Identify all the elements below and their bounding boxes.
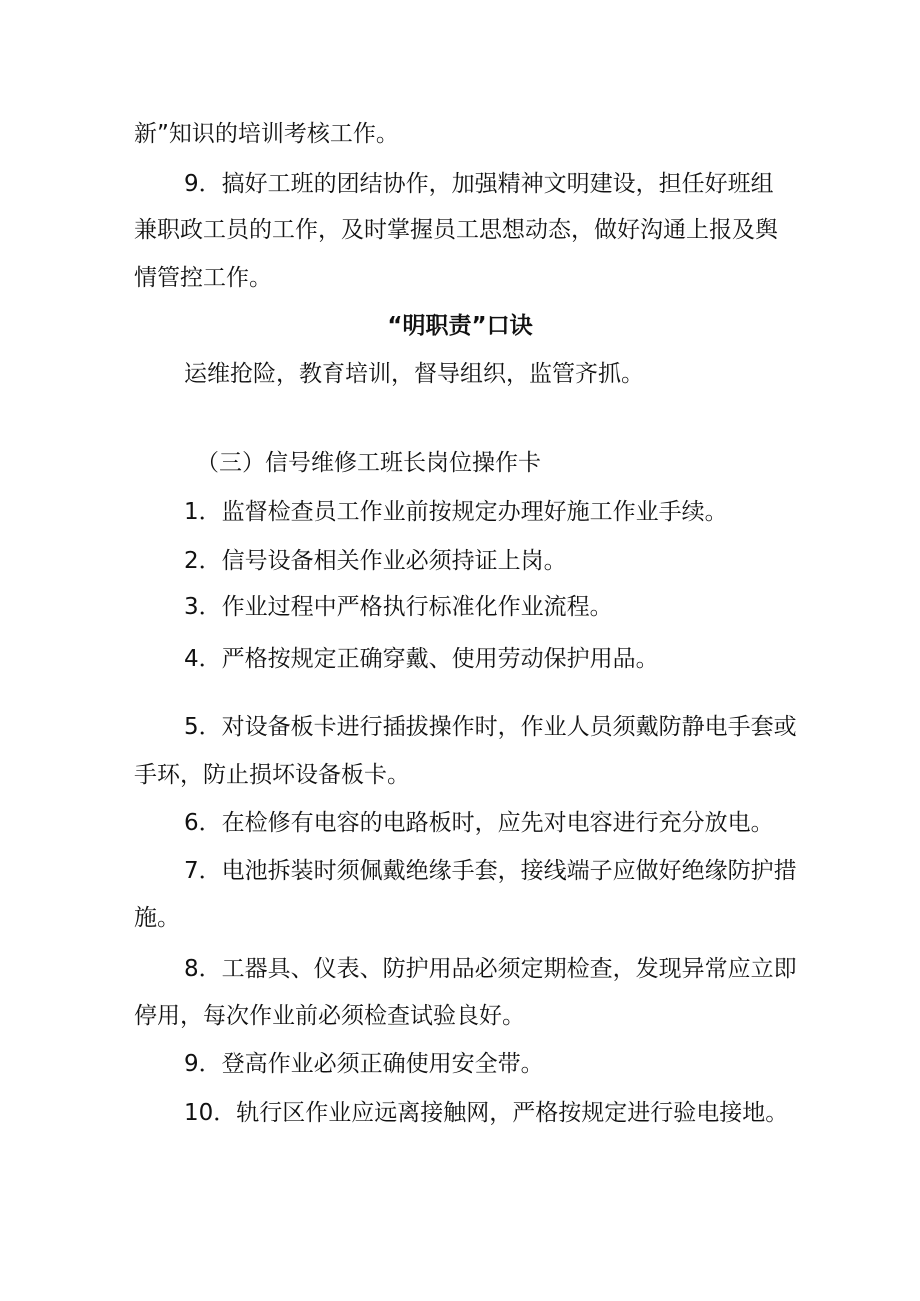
list-item: 4．严格按规定正确穿戴、使用劳动保护用品。	[184, 646, 659, 672]
paragraph-line: 运维抢险，教育培训，督导组织，监管齐抓。	[184, 361, 644, 387]
paragraph-line: 兼职政工员的工作，及时掌握员工思想动态，做好沟通上报及舆	[134, 217, 778, 243]
list-item: 6．在检修有电容的电路板时，应先对电容进行充分放电。	[184, 810, 774, 836]
paragraph-line: 情管控工作。	[134, 265, 272, 291]
paragraph-line: 新”知识的培训考核工作。	[134, 121, 399, 147]
list-item: 9．登高作业必须正确使用安全带。	[184, 1051, 544, 1077]
list-item: 7．电池拆装时须佩戴绝缘手套，接线端子应做好绝缘防护措	[184, 858, 797, 884]
section-heading: “明职责”口诀	[387, 313, 533, 339]
list-item-continuation: 施。	[134, 905, 180, 931]
paragraph-line: 9．搞好工班的团结协作，加强精神文明建设，担任好班组	[184, 171, 774, 197]
list-item: 3．作业过程中严格执行标准化作业流程。	[184, 594, 613, 620]
list-item: 1．监督检查员工作业前按规定办理好施工作业手续。	[184, 499, 728, 525]
list-item: 10．轨行区作业应远离接触网，严格按规定进行验电接地。	[184, 1100, 789, 1126]
list-item-continuation: 停用，每次作业前必须检查试验良好。	[134, 1003, 525, 1029]
list-item: 5．对设备板卡进行插拔操作时，作业人员须戴防静电手套或	[184, 714, 797, 740]
subsection-title: （三）信号维修工班长岗位操作卡	[196, 450, 541, 476]
list-item-continuation: 手环，防止损坏设备板卡。	[134, 762, 410, 788]
list-item: 8．工器具、仪表、防护用品必须定期检查，发现异常应立即	[184, 956, 797, 982]
list-item: 2．信号设备相关作业必须持证上岗。	[184, 548, 567, 574]
